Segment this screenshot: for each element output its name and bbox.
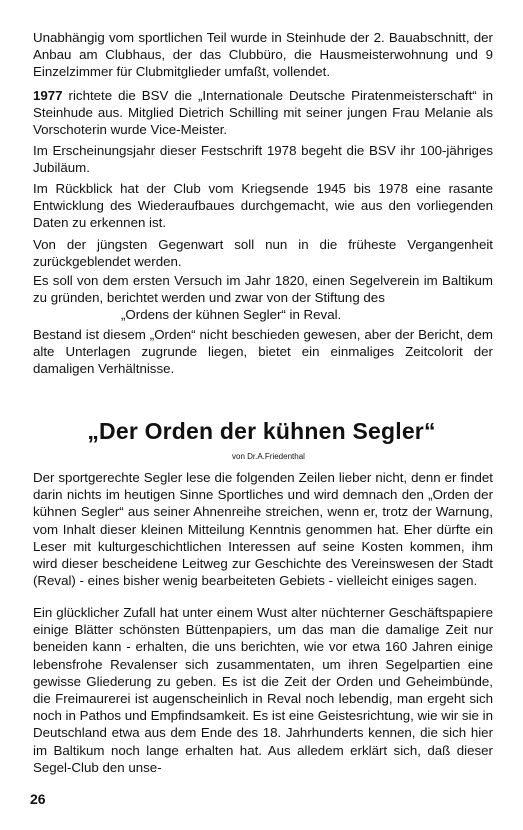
article-paragraph-2: Ein glücklicher Zufall hat unter einem Wust alter nüchterner Geschäftspapiere einige Blätter schönsten Büttenpapiers, um das man die damalige Zeit nur beneiden kann - erhalten, die uns berichten, wie vor etwa 160 Jahren einige lebensfrohe Revalenser sich zusammentaten, um ihren Segelpartien eine gewisse Gliederung zu geben. Es ist die Zeit der Orden und Geheimbünde, die Freimaurerei ist augenscheinlich in Reval noch lebendig, man ergeht sich noch in Pathos und Empfindsamkeit. Es ist eine Geistesrichtung, wie wir sie in Deutschland etwa aus dem Ende des 18. Jahrhunderts kennen, die sich hier im Baltikum noch lange erhalten hat. Aus alledem erklärt sich, daß dieser Segel-Club den unse- [33, 605, 493, 775]
paragraph-bestand: Bestand ist diesem „Orden“ nicht beschieden gewesen, aber der Bericht, dem alte Unterlagen zugrunde liegen, bietet ein einmaliges Zeitcolorit der damaligen Verhältnisse. [33, 327, 493, 377]
paragraph-piratenmeisterschaft-text: richtete die BSV die „Internationale Deutsche Piratenmeisterschaft“ in Steinhude aus. Mitglied Dietrich Schilling mit seiner jungen Frau Melanie als Vorschoterin wurde Vice-Meister. [33, 88, 493, 138]
orden-reference: „Ordens der kühnen Segler“ in Reval. [121, 307, 342, 323]
paragraph-zurueckblenden: Von der jüngsten Gegenwart soll nun in die früheste Vergangenheit zurückgeblendet werden. [33, 237, 493, 270]
paragraph-stiftung-text: Es soll von dem ersten Versuch im Jahr 1820, einen Segelverein im Baltikum zu gründen, berichtet werden und zwar von der Stiftung des [33, 273, 493, 306]
page-number: 26 [30, 791, 46, 807]
paragraph-stiftung [33, 272, 493, 324]
paragraph-bauabschnitt: Unabhängig vom sportlichen Teil wurde in Steinhude der 2. Bauabschnitt, der Anbau am Clubhaus, der das Clubbüro, die Hausmeisterwohnung und 9 Einzelzimmer für Clubmitglieder umfaßt, vollendet. [33, 30, 493, 80]
year-1977: 1977 [33, 88, 63, 103]
paragraph-jubilaeum: Im Erscheinungsjahr dieser Festschrift 1978 begeht die BSV ihr 100-jähriges Jubiläum. [33, 143, 493, 176]
paragraph-rueckblick: Im Rückblick hat der Club vom Kriegsende 1945 bis 1978 eine rasante Entwicklung des Wiederaufbaues durchgemacht, wie aus den vorliegenden Daten zu erkennen ist. [33, 181, 493, 231]
article-paragraph-1: Der sportgerechte Segler lese die folgenden Zeilen lieber nicht, denn er findet darin nichts im heutigen Sinne Sportliches und wird demnach den „Orden der kühnen Segler“ aus seiner Ahnenreihe streichen, wenn er, trotz der Warnung, vom Inhalt dieser kleinen Mitteilung Kenntnis genommen hat. Eher dürfte ein Leser mit kulturgeschichtlichen Interessen auf seine Kosten kommen, ihm wird dieser bescheidene Leitweg zur Geschichte des Vereinswesen der Stadt (Reval) - eines bisher wenig bearbeiteten Gebiets - vielleicht einiges sagen. [33, 470, 493, 589]
paragraph-piratenmeisterschaft [33, 87, 493, 139]
article-title: „Der Orden der kühnen Segler“ [87, 418, 436, 444]
article-byline: von Dr.A.Friedenthal [232, 452, 305, 461]
